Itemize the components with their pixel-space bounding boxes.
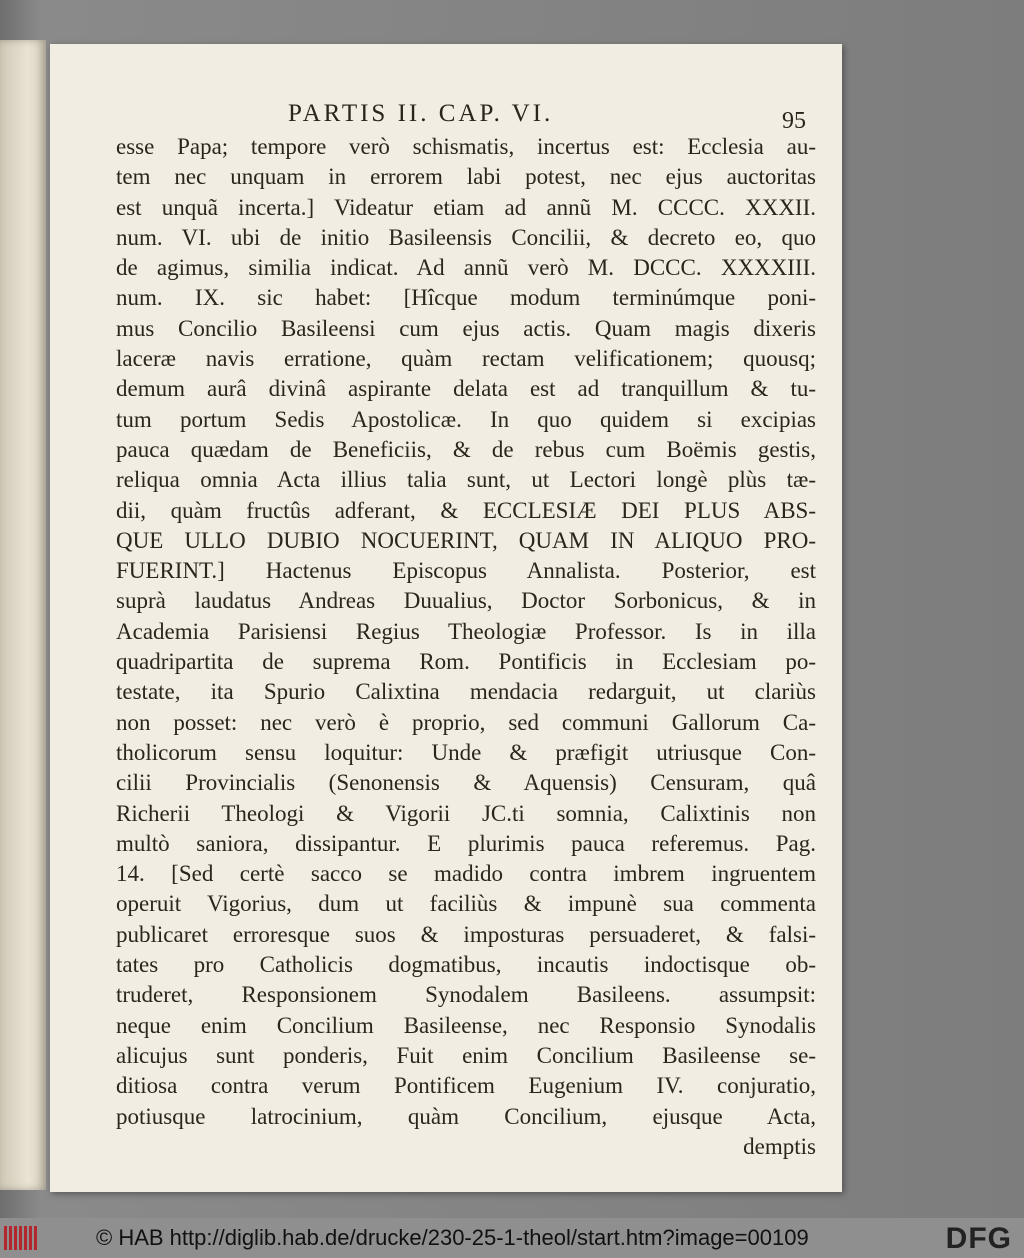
text-line: suprà laudatus Andreas Duualius, Doctor Sorbonicus, & in [116,588,816,614]
text-line: cilii Provincialis (Senonensis & Aquensis) Censuram, quâ [116,770,816,796]
text-line: tates pro Catholicis dogmatibus, incautis indoctisque ob- [116,952,816,978]
text-line: pauca quædam de Beneficiis, & de rebus cum Boëmis gestis, [116,436,816,462]
text-line: tholicorum sensu loquitur: Unde & præfigit utriusque Con- [116,739,816,765]
text-line: testate, ita Spurio Calixtina mendacia redarguit, ut clariùs [116,679,816,705]
text-line: reliqua omnia Acta illius talia sunt, ut Lectori longè plùs tæ- [116,467,816,493]
text-line: FUERINT.] Hactenus Episcopus Annalista. Posterior, est [116,558,816,584]
text-line: esse Papa; tempore verò schismatis, incertus est: Ecclesia au- [116,134,816,159]
dfg-logo: DFG [945,1222,1012,1255]
copyright-url: © HAB http://diglib.hab.de/drucke/230-25-1-theol/start.htm?image=00109 [96,1225,809,1250]
text-line: publicaret erroresque suos & imposturas persuaderet, & falsi- [116,921,816,947]
text-line: alicujus sunt ponderis, Fuit enim Concilium Basileense se- [116,1042,816,1068]
text-line: 14. [Sed certè sacco se madido contra imbrem ingruentem [116,861,816,887]
text-line: dii, quàm fructûs adferant, & ECCLESIÆ DEI PLUS ABS- [116,497,816,523]
previous-page-edge [0,40,46,1190]
text-line: num. VI. ubi de initio Basileensis Concilii, & decreto eo, quo [116,224,816,250]
text-line: tem nec unquam in errorem labi potest, nec ejus auctoritas [116,164,816,190]
text-line: QUE ULLO DUBIO NOCUERINT, QUAM IN ALIQUO PRO- [116,527,816,553]
text-line: mus Concilio Basileensi cum ejus actis. Quam magis dixeris [116,315,816,341]
text-line: potiusque latrocinium, quàm Concilium, ejusque Acta, [116,1103,816,1129]
text-line: non posset: nec verò è proprio, sed communi Gallorum Ca- [116,709,816,735]
text-line: est unquã incerta.] Videatur etiam ad annũ M. CCCC. XXXII. [116,194,816,220]
page-number: 95 [782,108,806,134]
text-line: laceræ navis erratione, quàm rectam velificationem; quousq; [116,346,816,372]
text-line: quadripartita de suprema Rom. Pontificis in Ecclesiam po- [116,649,816,675]
footer-bar [0,1218,1024,1258]
text-line: de agimus, similia indicat. Ad annũ verò M. DCCC. XXXXIII. [116,255,816,281]
text-line: tum portum Sedis Apostolicæ. In quo quidem si excipias [116,406,816,432]
book-page [50,44,842,1192]
text-line: operuit Vigorius, dum ut faciliùs & impunè sua commenta [116,891,816,917]
page-content [116,96,816,1162]
text-line: Richerii Theologi & Vigorii JC.ti somnia, Calixtinis non [116,800,816,826]
running-title: PARTIS II. CAP. VI. [288,100,554,127]
text-line: Academia Parisiensi Regius Theologiæ Professor. Is in illa [116,618,816,644]
text-line: demum aurâ divinâ aspirante delata est ad tranquillum & tu- [116,376,816,402]
running-head [116,96,816,132]
text-line: truderet, Responsionem Synodalem Basileens. assumpsit: [116,982,816,1008]
catchword: demptis [743,1133,816,1159]
hab-logo-icon [4,1226,44,1250]
text-line: num. IX. sic habet: [Hîcque modum terminúmque poni- [116,285,816,311]
text-line: ditiosa contra verum Pontificem Eugenium IV. conjuratio, [116,1073,816,1099]
text-line: multò saniora, dissipantur. E plurimis pauca referemus. Pag. [116,830,816,856]
body-text [116,132,816,1162]
text-line: neque enim Concilium Basileense, nec Responsio Synodalis [116,1012,816,1038]
